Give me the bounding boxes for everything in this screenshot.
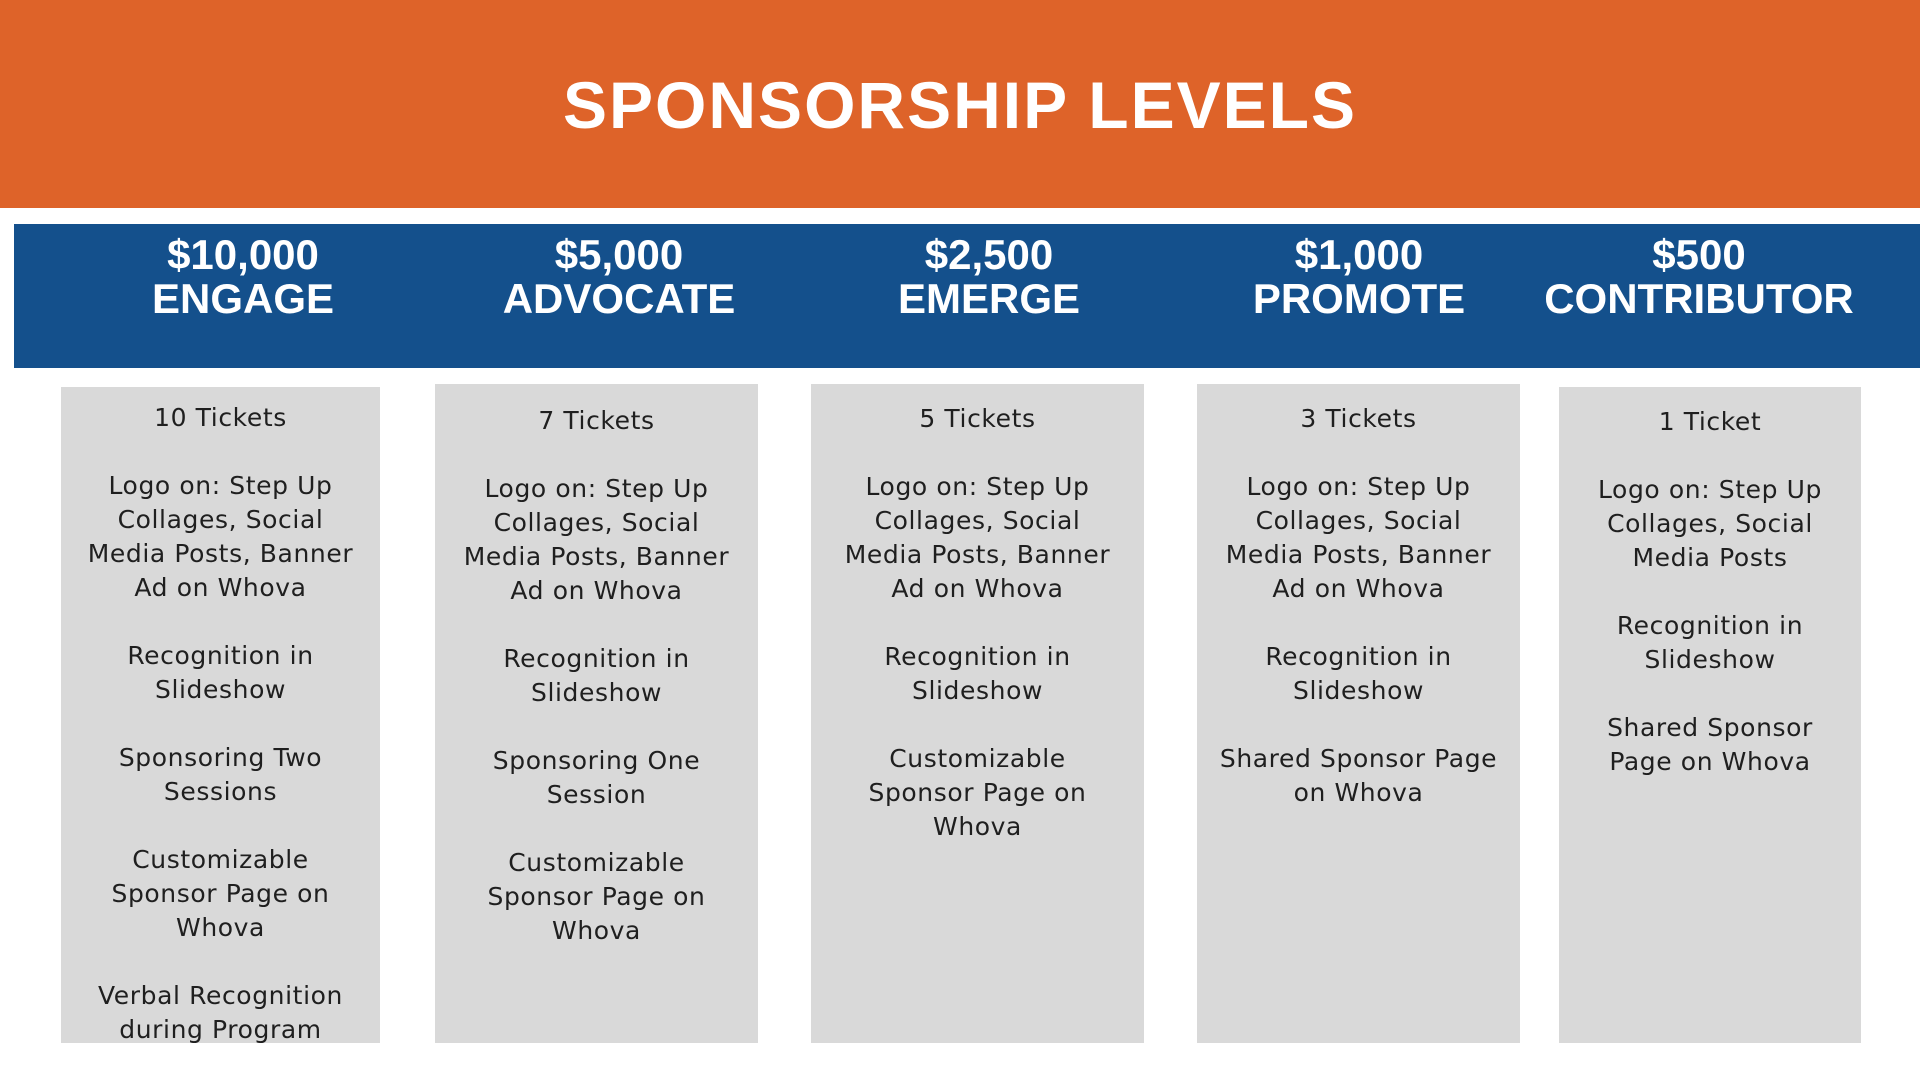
page-title: SPONSORSHIP LEVELS	[563, 68, 1357, 142]
level-amount: $1,000	[1294, 231, 1424, 278]
level-name: EMERGE	[897, 275, 1081, 322]
level-name: CONTRIBUTOR	[1544, 275, 1854, 322]
level-header-advocate	[454, 231, 784, 322]
level-amount: $5,000	[554, 231, 684, 278]
level-header-contributor	[1534, 231, 1864, 322]
level-header-emerge	[824, 231, 1154, 322]
benefit-item: Sponsoring One Session	[492, 746, 701, 809]
benefit-item: Shared Sponsor Page on Whova	[1219, 744, 1498, 807]
benefit-item: Customizable Sponsor Page on Whova	[111, 845, 330, 942]
benefit-item: Logo on: Step Up Collages, Social Media Posts	[1597, 475, 1823, 572]
level-amount: $500	[1652, 231, 1746, 278]
benefits-card-advocate	[435, 384, 758, 1043]
benefit-item: 5 Tickets	[919, 404, 1036, 433]
benefit-item: Recognition in Slideshow	[1265, 642, 1452, 705]
benefit-item: Recognition in Slideshow	[503, 644, 690, 707]
benefit-item: 3 Tickets	[1300, 404, 1417, 433]
benefit-item: Logo on: Step Up Collages, Social Media Posts, Banner Ad on Whova	[1225, 472, 1492, 603]
level-name: PROMOTE	[1252, 275, 1466, 322]
benefit-item: Customizable Sponsor Page on Whova	[487, 848, 706, 945]
level-amount: $10,000	[167, 231, 319, 278]
benefit-item: Sponsoring Two Sessions	[118, 743, 323, 806]
benefit-item: 1 Ticket	[1658, 407, 1762, 436]
benefits-card-promote	[1197, 384, 1520, 1043]
level-name: ADVOCATE	[502, 275, 736, 322]
level-header-promote	[1194, 231, 1524, 322]
level-name: ENGAGE	[151, 275, 335, 322]
benefit-item: Customizable Sponsor Page on Whova	[868, 744, 1087, 841]
level-amount: $2,500	[924, 231, 1054, 278]
benefit-item: Shared Sponsor Page on Whova	[1607, 713, 1813, 776]
benefit-item: Logo on: Step Up Collages, Social Media Posts, Banner Ad on Whova	[844, 472, 1111, 603]
level-header-engage	[78, 231, 408, 322]
benefit-item: Logo on: Step Up Collages, Social Media Posts, Banner Ad on Whova	[87, 471, 354, 602]
benefit-item: Recognition in Slideshow	[1616, 611, 1804, 674]
benefits-card-contributor	[1559, 387, 1861, 1043]
benefits-card-engage	[61, 387, 380, 1043]
benefit-item: 10 Tickets	[154, 403, 287, 432]
title-banner	[0, 0, 1920, 208]
benefit-item: 7 Tickets	[538, 406, 655, 435]
benefit-item: Recognition in Slideshow	[884, 642, 1071, 705]
levels-header-bar	[14, 224, 1920, 368]
benefit-item: Logo on: Step Up Collages, Social Media Posts, Banner Ad on Whova	[463, 474, 730, 605]
benefits-card-emerge	[811, 384, 1144, 1043]
benefit-item: Recognition in Slideshow	[127, 641, 314, 704]
benefit-item: Verbal Recognition during Program	[98, 981, 343, 1044]
